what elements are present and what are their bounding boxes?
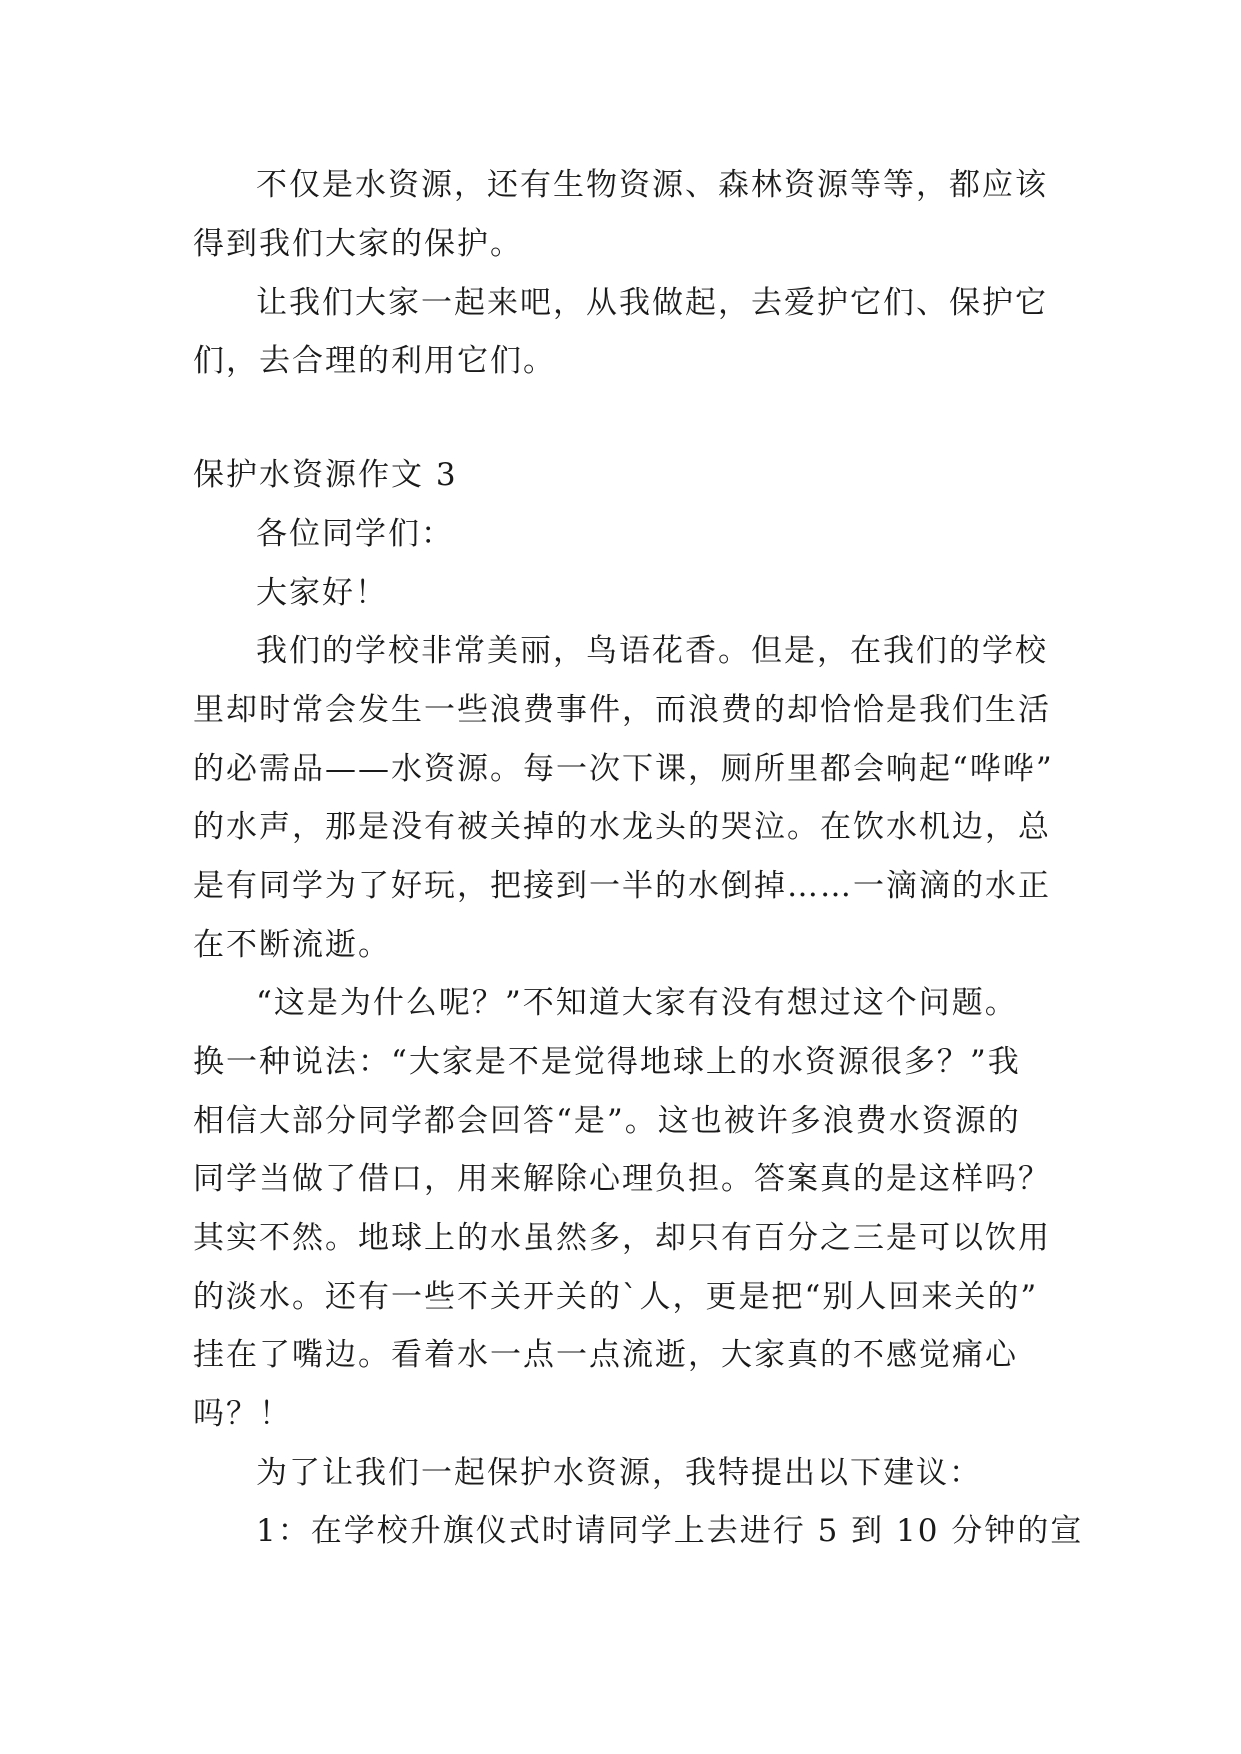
paragraph-line: 同学当做了借口，用来解除心理负担。答案真的是这样吗？ (193, 1161, 1051, 1197)
section-title: 保护水资源作文 3 (193, 457, 458, 493)
paragraph-line: 1：在学校升旗仪式时请同学上去进行 5 到 10 分钟的宣 (256, 1513, 1084, 1549)
paragraph-line: 其实不然。地球上的水虽然多，却只有百分之三是可以饮用 (193, 1220, 1051, 1256)
paragraph-line: 们，去合理的利用它们。 (193, 343, 556, 379)
paragraph-line: 吗？！ (193, 1396, 292, 1432)
paragraph-line: 的水声，那是没有被关掉的水龙头的哭泣。在饮水机边，总 (193, 809, 1051, 845)
paragraph-line: 不仅是水资源，还有生物资源、森林资源等等，都应该 (256, 167, 1048, 203)
paragraph-line: 相信大部分同学都会回答“是”。这也被许多浪费水资源的 (193, 1103, 1021, 1139)
paragraph-line: 在不断流逝。 (193, 927, 391, 963)
salutation: 各位同学们： (256, 516, 454, 552)
paragraph-line: 挂在了嘴边。看着水一点一点流逝，大家真的不感觉痛心 (193, 1337, 1018, 1373)
paragraph-line: 我们的学校非常美丽，鸟语花香。但是，在我们的学校 (256, 633, 1048, 669)
paragraph-line: 为了让我们一起保护水资源，我特提出以下建议： (256, 1455, 982, 1491)
paragraph-line: 得到我们大家的保护。 (193, 226, 523, 262)
paragraph-line: 是有同学为了好玩，把接到一半的水倒掉……一滴滴的水正 (193, 868, 1051, 904)
paragraph-line: 的必需品——水资源。每一次下课，厕所里都会响起“哗哗” (193, 751, 1054, 787)
paragraph-line: 里却时常会发生一些浪费事件，而浪费的却恰恰是我们生活 (193, 692, 1051, 728)
paragraph-line: 让我们大家一起来吧，从我做起，去爱护它们、保护它 (256, 285, 1048, 321)
greeting: 大家好！ (256, 575, 388, 611)
paragraph-line: 换一种说法：“大家是不是觉得地球上的水资源很多？”我 (193, 1044, 1021, 1080)
paragraph-line: 的淡水。还有一些不关开关的`人，更是把“别人回来关的” (193, 1279, 1039, 1315)
paragraph-line: “这是为什么呢？”不知道大家有没有想过这个问题。 (256, 985, 1018, 1021)
